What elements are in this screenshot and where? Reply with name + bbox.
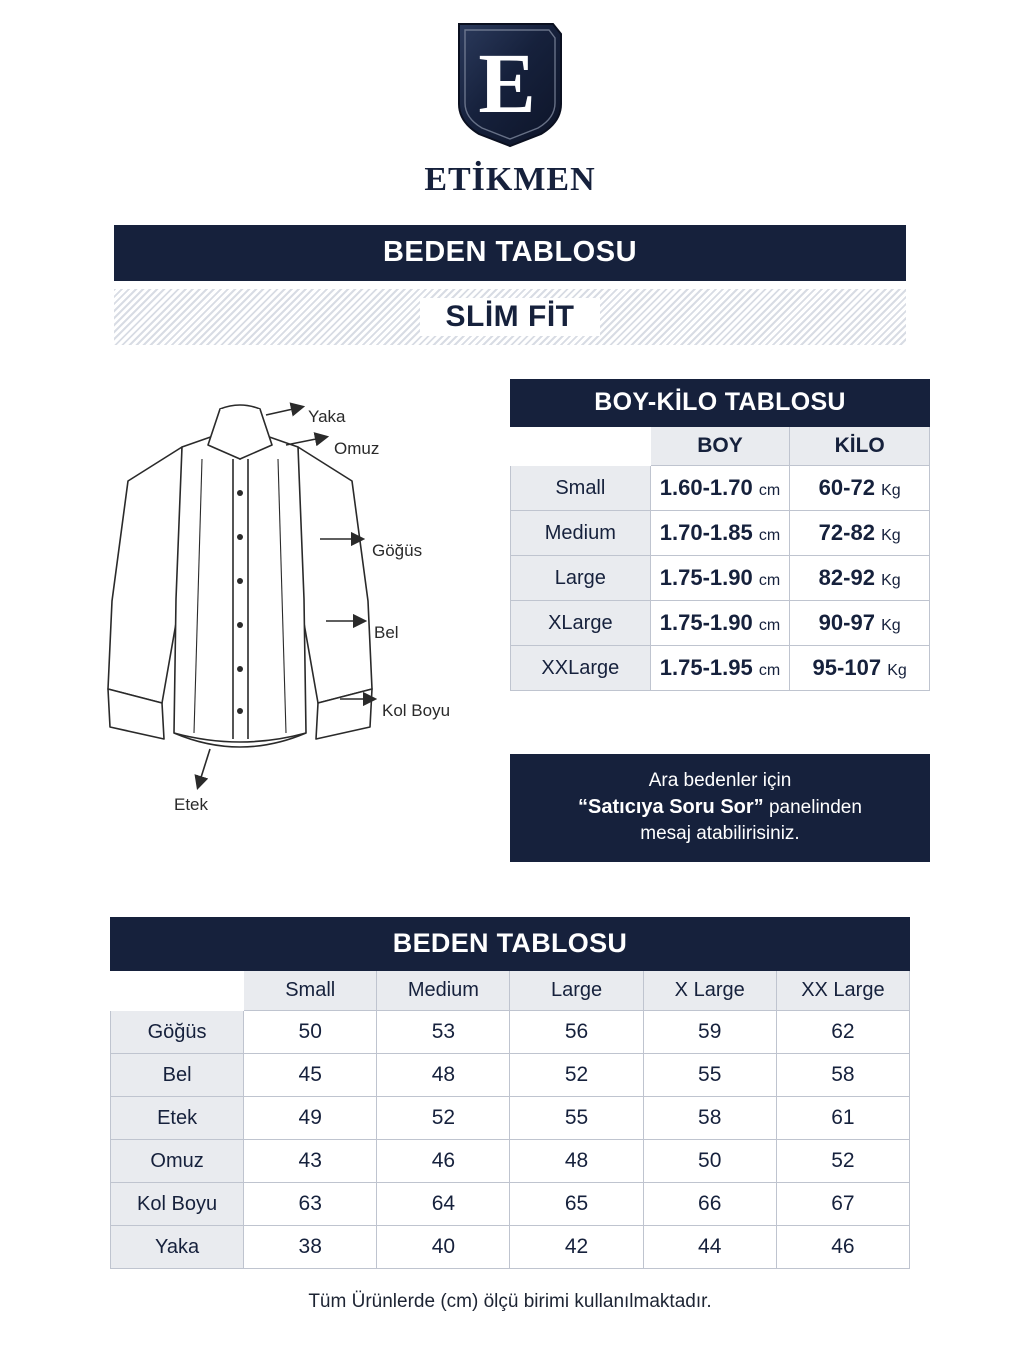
- cell: 40: [377, 1226, 510, 1269]
- shield-icon: [449, 18, 571, 153]
- cell-boy: 1.60-1.70: [659, 475, 753, 500]
- size-table-wrap: [110, 917, 910, 1313]
- cell: 58: [643, 1097, 776, 1140]
- info-note: [510, 754, 930, 862]
- table-row: [111, 1054, 910, 1097]
- col-header-xlarge: X Large: [643, 971, 776, 1011]
- height-weight-table: [510, 379, 930, 691]
- unit-kg: Kg: [881, 572, 901, 589]
- unit-cm: cm: [758, 617, 781, 634]
- row-header-etek: Etek: [111, 1097, 244, 1140]
- note-rest: panelinden: [763, 796, 862, 818]
- unit-kg: Kg: [881, 482, 901, 499]
- unit-cm: cm: [758, 662, 781, 679]
- footer-note: Tüm Ürünlerde (cm) ölçü birimi kullanılmaktadır.: [308, 1291, 712, 1312]
- cell: 52: [776, 1140, 909, 1183]
- cell: 45: [244, 1054, 377, 1097]
- cell-boy: 1.75-1.90: [659, 565, 753, 590]
- cell: 48: [377, 1054, 510, 1097]
- cell-boy: 1.75-1.90: [659, 610, 753, 635]
- row-header-omuz: Omuz: [111, 1140, 244, 1183]
- unit-cm: cm: [758, 572, 781, 589]
- mid-section: [0, 379, 1020, 889]
- cell: 42: [510, 1226, 643, 1269]
- table-row: [511, 601, 930, 646]
- fit-subtitle-bar: [114, 289, 906, 345]
- row-header-xxlarge: XXLarge: [511, 646, 651, 691]
- note-line-1: Ara bedenler için: [648, 770, 792, 791]
- cell: 46: [377, 1140, 510, 1183]
- brand-logo: [0, 0, 1020, 199]
- table-row: [511, 466, 930, 511]
- cell: 38: [244, 1226, 377, 1269]
- table-row: [511, 646, 930, 691]
- col-header-medium: Medium: [377, 971, 510, 1011]
- cell-boy: 1.70-1.85: [659, 520, 753, 545]
- note-quote: “Satıcıya Soru Sor”: [578, 795, 764, 818]
- cell: 66: [643, 1183, 776, 1226]
- diagram-label-etek: Etek: [174, 795, 209, 814]
- row-header-large: Large: [511, 556, 651, 601]
- cell-boy: 1.75-1.95: [659, 655, 753, 680]
- cell: 50: [244, 1011, 377, 1054]
- table-row: [111, 1097, 910, 1140]
- diagram-label-kol-boyu: Kol Boyu: [382, 701, 451, 720]
- cell-kilo: 90-97: [818, 610, 875, 635]
- corner-cell: [111, 971, 244, 1011]
- cell: 63: [244, 1183, 377, 1226]
- note-line-3: mesaj atabilirisiniz.: [640, 822, 800, 844]
- cell: 50: [643, 1140, 776, 1183]
- table-row: [111, 1011, 910, 1054]
- cell: 55: [643, 1054, 776, 1097]
- brand-name: ETİKMEN: [424, 161, 596, 198]
- row-header-kol-boyu: Kol Boyu: [111, 1183, 244, 1226]
- table-row: [111, 918, 910, 971]
- cell: 61: [776, 1097, 909, 1140]
- row-header-bel: Bel: [111, 1054, 244, 1097]
- diagram-label-yaka: Yaka: [308, 407, 346, 426]
- cell: 58: [776, 1054, 909, 1097]
- shirt-diagram: [90, 389, 510, 869]
- size-table: [110, 917, 910, 1269]
- cell: 49: [244, 1097, 377, 1140]
- cell: 48: [510, 1140, 643, 1183]
- corner-cell: [511, 427, 651, 466]
- cell: 65: [510, 1183, 643, 1226]
- diagram-label-gogus: Göğüs: [372, 541, 423, 560]
- row-header-xlarge: XLarge: [511, 601, 651, 646]
- cell-kilo: 72-82: [818, 520, 875, 545]
- row-header-medium: Medium: [511, 511, 651, 556]
- diagram-label-omuz: Omuz: [334, 439, 380, 458]
- unit-cm: cm: [758, 527, 781, 544]
- cell: 46: [776, 1226, 909, 1269]
- cell: 56: [510, 1011, 643, 1054]
- cell: 53: [377, 1011, 510, 1054]
- row-header-gogus: Göğüs: [111, 1011, 244, 1054]
- table-row: [111, 1226, 910, 1269]
- table-row: [511, 427, 930, 466]
- cell: 59: [643, 1011, 776, 1054]
- cell: 62: [776, 1011, 909, 1054]
- cell-kilo: 60-72: [818, 475, 875, 500]
- col-header-small: Small: [244, 971, 377, 1011]
- cell: 52: [377, 1097, 510, 1140]
- diagram-label-bel: Bel: [374, 623, 399, 642]
- height-weight-title: BOY-KİLO TABLOSU: [511, 380, 930, 427]
- unit-kg: Kg: [881, 617, 901, 634]
- row-header-small: Small: [511, 466, 651, 511]
- table-row: [511, 511, 930, 556]
- cell-kilo: 95-107: [812, 655, 882, 680]
- cell-kilo: 82-92: [818, 565, 875, 590]
- page-title: BEDEN TABLOSU: [114, 225, 906, 281]
- cell: 55: [510, 1097, 643, 1140]
- table-row: [111, 1183, 910, 1226]
- cell: 43: [244, 1140, 377, 1183]
- table-row: [111, 971, 910, 1011]
- row-header-yaka: Yaka: [111, 1226, 244, 1269]
- unit-kg: Kg: [887, 662, 907, 679]
- col-header-xxlarge: XX Large: [776, 971, 909, 1011]
- note-line-2: [520, 794, 920, 821]
- table-row: [511, 556, 930, 601]
- col-header-kilo: KİLO: [790, 427, 930, 466]
- unit-kg: Kg: [881, 527, 901, 544]
- cell: 44: [643, 1226, 776, 1269]
- fit-subtitle: SLİM FİT: [420, 298, 601, 336]
- unit-cm: cm: [758, 482, 781, 499]
- col-header-boy: BOY: [650, 427, 790, 466]
- cell: 52: [510, 1054, 643, 1097]
- cell: 64: [377, 1183, 510, 1226]
- table-row: [511, 380, 930, 427]
- col-header-large: Large: [510, 971, 643, 1011]
- brand-monogram: E: [478, 35, 536, 131]
- size-table-title: BEDEN TABLOSU: [111, 918, 910, 971]
- cell: 67: [776, 1183, 909, 1226]
- table-row: [111, 1140, 910, 1183]
